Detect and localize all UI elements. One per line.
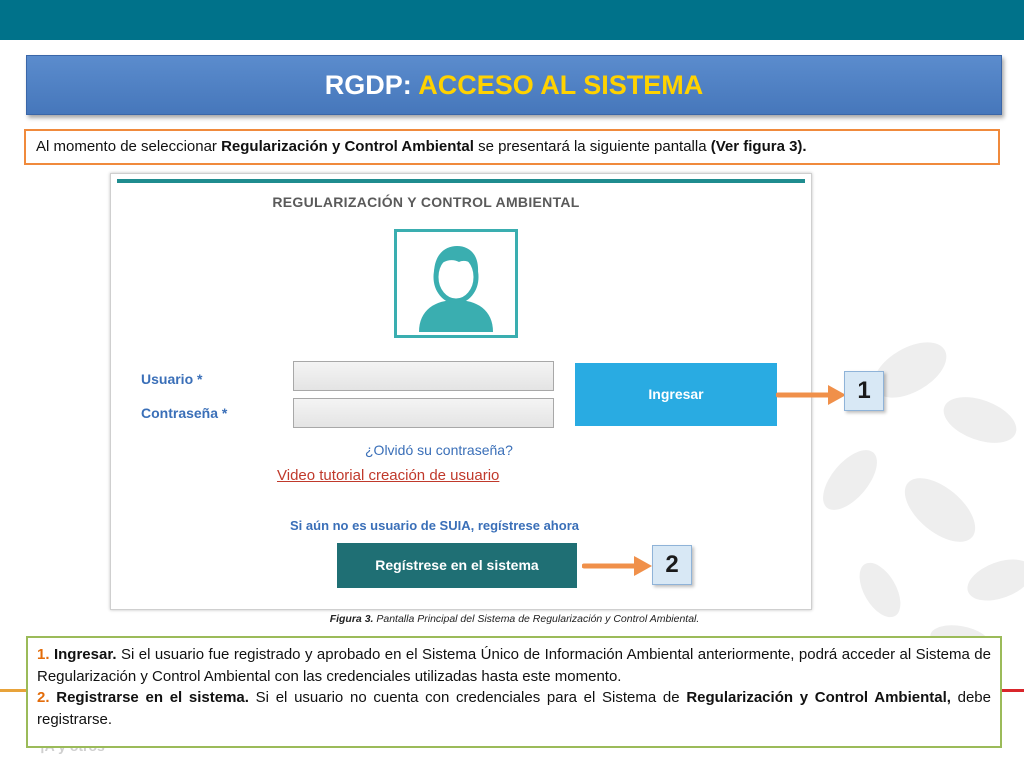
- item-1-title: Ingresar.: [53, 646, 117, 663]
- caption-text: Pantalla Principal del Sistema de Regularización y Control Ambiental.: [373, 613, 700, 625]
- username-label: Usuario *: [141, 371, 203, 387]
- username-input[interactable]: [293, 361, 554, 391]
- screenshot-top-line: [117, 179, 805, 183]
- avatar: [394, 229, 518, 338]
- callout-badge-1: 1: [844, 371, 884, 411]
- caption-label: Figura 3.: [329, 613, 374, 625]
- item-2-bold: Regularización y Control Ambiental,: [686, 689, 951, 706]
- ingresar-button[interactable]: Ingresar: [575, 363, 777, 426]
- password-input[interactable]: [293, 398, 554, 428]
- intro-bold-1: Regularización y Control Ambiental: [221, 138, 474, 155]
- intro-text-1: Al momento de seleccionar: [36, 138, 222, 155]
- arrow-1-icon: [776, 382, 848, 408]
- login-screenshot: [110, 173, 812, 610]
- detail-item-2: [37, 687, 991, 730]
- title-prefix: RGDP:: [324, 70, 412, 100]
- detail-item-1: [37, 644, 991, 687]
- callout-badge-2: 2: [652, 545, 692, 585]
- arrow-2-icon: [582, 553, 654, 579]
- user-avatar-icon: [397, 232, 515, 335]
- item-2-text-1: Si el usuario no cuenta con credenciales para el Sistema de: [248, 689, 687, 706]
- slide-title: [26, 55, 1002, 115]
- item-2-title: Registrarse en el sistema.: [56, 689, 249, 706]
- decorative-line-right: [1000, 689, 1024, 692]
- title-accent: ACCESO AL SISTEMA: [418, 70, 704, 100]
- figure-caption: [0, 613, 1024, 625]
- item-2-text-2: debe registrarse.: [37, 689, 991, 728]
- item-1-number: 1.: [37, 646, 50, 663]
- item-2-number: 2.: [37, 689, 50, 706]
- login-heading: REGULARIZACIÓN Y CONTROL AMBIENTAL: [272, 194, 580, 210]
- forgot-password-link[interactable]: ¿Olvidó su contraseña?: [365, 442, 513, 458]
- register-button[interactable]: Regístrese en el sistema: [337, 543, 577, 588]
- top-banner: [0, 0, 1024, 40]
- not-user-text: Si aún no es usuario de SUIA, regístrese ahora: [290, 518, 579, 533]
- details-box: [26, 636, 1002, 748]
- video-tutorial-link[interactable]: Video tutorial creación de usuario: [277, 467, 500, 484]
- intro-text-2: se presentará la siguiente pantalla: [473, 138, 711, 155]
- intro-bold-2: (Ver figura 3).: [710, 138, 807, 155]
- item-1-text: Si el usuario fue registrado y aprobado en el Sistema Único de Información Ambiental anteriormente, podrá acceder al Sistema de Regularización y Control Ambiental con las credenciales utilizadas hasta este momento.: [37, 646, 991, 685]
- password-label: Contraseña *: [141, 405, 228, 421]
- intro-text-box: [24, 129, 1000, 165]
